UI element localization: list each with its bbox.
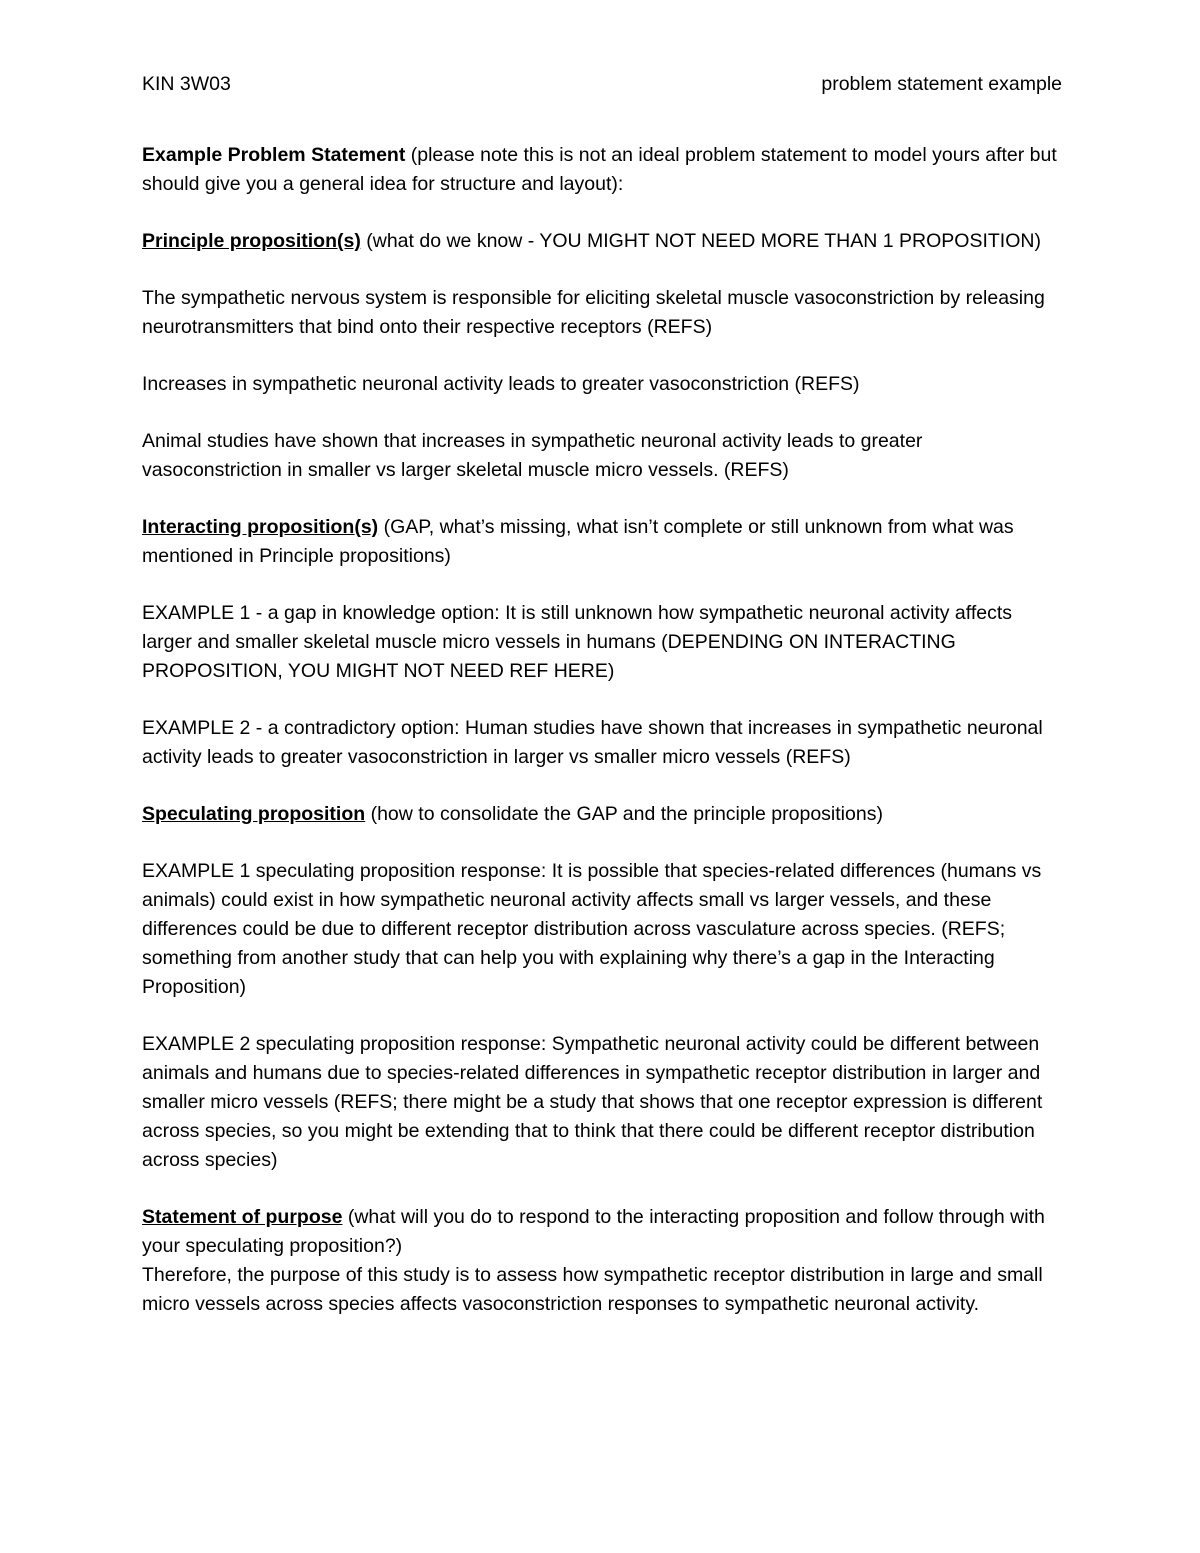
purpose-note: (what will you do to respond to the interacting proposition and follow through with your speculating proposition?) xyxy=(142,1206,1045,1257)
speculating-example-2: EXAMPLE 2 speculating proposition response: Sympathetic neuronal activity could be different between animals and humans due to species-related differences in sympathetic receptor distribution in larger and smaller micro vessels (REFS; there might be a study that shows that one receptor expression is different across species, so you might be extending that to think that there could be different receptor distribution across species) xyxy=(142,1033,1043,1171)
interacting-section-heading xyxy=(142,513,1062,571)
principle-note: (what do we know - YOU MIGHT NOT NEED MORE THAN 1 PROPOSITION) xyxy=(360,230,1041,252)
purpose-heading: Statement of purpose xyxy=(142,1206,343,1228)
interacting-heading: Interacting proposition(s) xyxy=(142,516,379,538)
speculating-heading: Speculating proposition xyxy=(142,803,366,825)
document-title: problem statement example xyxy=(821,73,1062,95)
purpose-section-heading xyxy=(142,1203,1062,1261)
speculating-section-heading xyxy=(142,800,1062,829)
speculating-example-1: EXAMPLE 1 speculating proposition response: It is possible that species-related differences (humans vs animals) could exist in how sympathetic neuronal activity affects small vs larger vessels, and these differences could be due to different receptor distribution across vasculature across species. (REFS; something from another study that can help you with explaining why there’s a gap in the Interacting Proposition) xyxy=(142,860,1042,998)
principle-heading: Principle proposition(s) xyxy=(142,230,361,252)
speculating-note: (how to consolidate the GAP and the principle propositions) xyxy=(365,803,883,825)
principle-proposition-3: Animal studies have shown that increases in sympathetic neuronal activity leads to greater vasoconstriction in smaller vs larger skeletal muscle micro vessels. (REFS) xyxy=(142,430,923,481)
course-code: KIN 3W03 xyxy=(142,73,231,95)
intro-note: (please note this is not an ideal problem statement to model yours after but should give you a general idea for structure and layout): xyxy=(142,144,1057,195)
intro-paragraph xyxy=(142,141,1062,199)
interacting-example-1: EXAMPLE 1 - a gap in knowledge option: It is still unknown how sympathetic neuronal activity affects larger and smaller skeletal muscle micro vessels in humans (DEPENDING ON INTERACTING PROPOSITION, YOU MIGHT NOT NEED REF HERE) xyxy=(142,602,1013,682)
principle-proposition-1: The sympathetic nervous system is responsible for eliciting skeletal muscle vasoconstriction by releasing neurotransmitters that bind onto their respective receptors (REFS) xyxy=(142,287,1045,338)
principle-proposition-2: Increases in sympathetic neuronal activity leads to greater vasoconstriction (REFS) xyxy=(142,373,860,395)
interacting-example-2: EXAMPLE 2 - a contradictory option: Human studies have shown that increases in sympathetic neuronal activity leads to greater vasoconstriction in larger vs smaller micro vessels (REFS) xyxy=(142,717,1043,768)
principle-section-heading xyxy=(142,227,1062,256)
document-page xyxy=(142,70,1062,1347)
page-header xyxy=(142,70,1062,99)
interacting-note: (GAP, what’s missing, what isn’t complete or still unknown from what was mentioned in Principle propositions) xyxy=(142,516,1014,567)
intro-heading: Example Problem Statement xyxy=(142,144,406,166)
purpose-statement: Therefore, the purpose of this study is to assess how sympathetic receptor distribution in large and small micro vessels across species affects vasoconstriction responses to sympathetic neuronal activity. xyxy=(142,1264,1043,1315)
